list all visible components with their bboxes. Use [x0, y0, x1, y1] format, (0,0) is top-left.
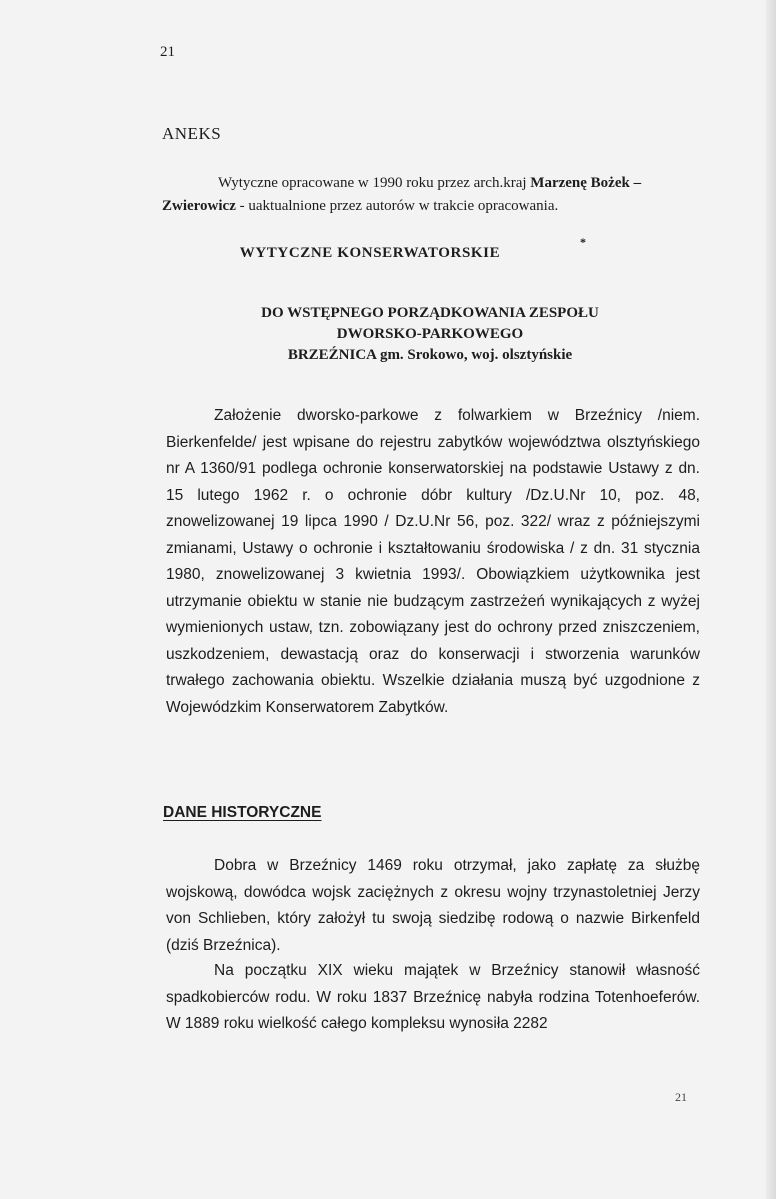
- paragraph-history-2: Na początku XIX wieku majątek w Brzeźnicy stanowił własność spadkobierców rodu. W roku 1837 Brzeźnicę nabyła rodzina Totenhoeferów. W 1889 roku wielkość całego kompleksu wynosiła 2282: [166, 962, 700, 1032]
- intro-note: [162, 172, 702, 218]
- section-heading: DANE HISTORYCZNE: [163, 804, 322, 821]
- paragraph-history-1: Dobra w Brzeźnicy 1469 roku otrzymał, jako zapłatę za służbę wojskową, dowódca wojsk zaciężnych z okresu wojny trzynastoletniej Jerzy von Schlieben, który założył tu swoją siedzibę rodową o nazwie Birkenfeld (dziś Brzeźnica).: [166, 857, 700, 954]
- subtitle-line-2: BRZEŹNICA gm. Srokowo, woj. olsztyńskie: [287, 347, 573, 363]
- intro-prefix: Wytyczne opracowane w 1990 roku przez arch.kraj: [218, 175, 531, 191]
- document-subtitle: [160, 303, 700, 366]
- footer-page-mark: 21: [675, 1090, 687, 1104]
- page-edge-shadow: [766, 0, 776, 1199]
- subtitle-line-1: DO WSTĘPNEGO PORZĄDKOWANIA ZESPOŁU DWORSKO-PARKOWEGO: [261, 305, 599, 342]
- title-footnote-marker: *: [580, 235, 586, 249]
- intro-suffix: - uaktualnione przez autorów w trakcie opracowania.: [235, 198, 559, 214]
- document-title: WYTYCZNE KONSERWATORSKIE: [239, 245, 501, 261]
- intro-author: Marzenę Bożek –Zwierowicz: [162, 175, 642, 214]
- paragraph-legal-status: Założenie dworsko-parkowe z folwarkiem w Brzeźnicy /niem. Bierkenfelde/ jest wpisane do rejestru zabytków województwa olsztyńskiego nr A 1360/91 podlega ochronie konserwatorskiej na podstawie Ustawy z dn. 15 lutego 1962 r. o ochronie dóbr kultury /Dz.U.Nr 10, poz. 48, znowelizowanej 19 lipca 1990 / Dz.U.Nr 56, poz. 322/ wraz z późniejszymi zmianami, Ustawy o ochronie i kształtowaniu środowiska / z dn. 31 stycznia 1980, znowelizowanej 3 kwietnia 1993/. Obowiązkiem użytkownika jest utrzymanie obiektu w stanie nie budzącym zastrzeżeń wynikających z wyżej wymienionych ustaw, tzn. zobowiązany jest do ochrony przed zniszczeniem, uszkodzeniem, dewastacją oraz do konserwacji i stworzenia warunków trwałego zachowania obiektu. Wszelkie działania muszą być uzgodnione z Wojewódzkim Konserwatorem Zabytków.: [166, 407, 700, 716]
- page-number: 21: [160, 44, 175, 60]
- section-label: ANEKS: [162, 124, 222, 143]
